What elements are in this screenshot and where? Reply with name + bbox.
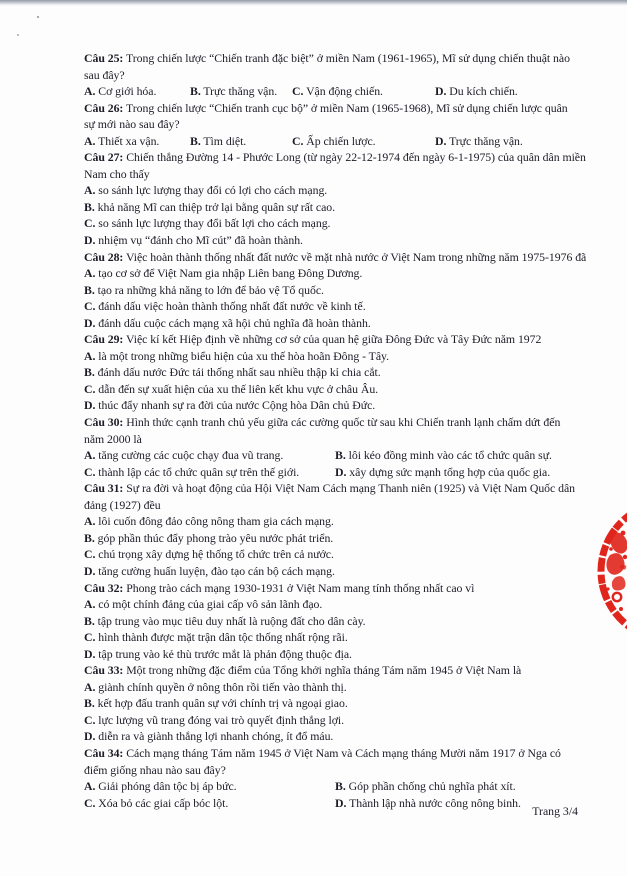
question-block — [84, 249, 587, 332]
option-letter: C. — [84, 547, 96, 562]
option-text: lực lượng vũ trang đóng vai trò quyết định thắng lợi. — [98, 712, 345, 727]
question-stem-continuation: sự mới nào sau đây? — [84, 117, 180, 132]
options-row — [84, 83, 578, 100]
option-text: hình thành được mặt trận dân tộc thống nhất rộng rãi. — [98, 630, 348, 645]
option-text: lôi kéo đồng minh vào các tổ chức quân sự. — [348, 448, 552, 463]
option-a — [84, 265, 578, 282]
option-d — [435, 133, 578, 150]
options-row — [84, 133, 578, 150]
question-block — [84, 149, 586, 248]
option-letter: C. — [84, 216, 96, 231]
options-row — [84, 695, 578, 712]
question-text: Hình thức cạnh tranh chủ yếu giữa các cường quốc từ sau khi Chiến tranh lạnh chấm dứt đến — [126, 415, 561, 430]
options-row — [84, 513, 578, 530]
option-letter: C. — [84, 464, 96, 479]
options-row — [84, 182, 578, 199]
options-row — [84, 712, 578, 729]
question-block — [84, 100, 578, 150]
option-a — [84, 133, 190, 150]
option-text: Thành lập nhà nước công nông binh. — [349, 795, 521, 810]
question-stem — [84, 414, 578, 431]
option-text: so sánh lực lượng thay đổi bất lợi cho cách mạng. — [98, 216, 331, 231]
question-number: Câu 25: — [84, 51, 124, 65]
option-b — [84, 695, 578, 712]
option-b — [84, 282, 578, 299]
option-c — [84, 215, 578, 232]
question-text: Một trong những đặc điểm của Tổng khởi nghĩa tháng Tám năm 1945 ở Việt Nam là — [126, 663, 522, 678]
option-letter: C. — [84, 630, 96, 645]
question-stem — [84, 100, 578, 117]
option-text: Trực thăng vận. — [449, 133, 523, 148]
options-row — [84, 679, 578, 696]
option-text: Góp phần chống chủ nghĩa phát xít. — [348, 779, 516, 794]
question-stem — [84, 249, 587, 266]
question-stem-continuation: sau đây? — [84, 67, 125, 82]
scan-speck — [37, 16, 39, 18]
option-a — [84, 679, 578, 696]
option-text: Du kích chiến. — [449, 84, 518, 99]
question-text: Việc hoàn thành thống nhất đất nước về mặt nhà nước ở Việt Nam trong những năm 1975-1976 đã — [126, 249, 587, 264]
option-c — [84, 298, 578, 315]
options-row — [84, 464, 578, 481]
option-c — [292, 83, 435, 100]
question-text: Cách mạng tháng Tám năm 1945 ở Việt Nam và Cách mạng tháng Mười năm 1917 ở Nga có — [126, 745, 561, 760]
option-letter: D. — [84, 398, 96, 413]
options-row — [84, 298, 578, 315]
option-text: có một chính đảng của giai cấp vô sản lãnh đạo. — [98, 597, 323, 612]
option-letter: C. — [84, 712, 96, 727]
options-row — [84, 315, 578, 332]
option-text: tăng cường các cuộc chạy đua vũ trang. — [98, 448, 284, 463]
options-row — [84, 546, 578, 563]
option-b — [335, 778, 578, 795]
option-c — [84, 464, 335, 481]
question-block — [84, 480, 578, 579]
option-text: thúc đẩy nhanh sự ra đời của nước Cộng hòa Dân chủ Đức. — [98, 398, 376, 413]
option-letter: B. — [84, 613, 95, 628]
option-text: đánh dấu cuộc cách mạng xã hội chủ nghĩa đã hoàn thành. — [98, 315, 371, 330]
option-letter: B. — [335, 779, 346, 794]
options-row — [84, 215, 578, 232]
option-d — [435, 83, 578, 100]
option-letter: C. — [84, 381, 96, 396]
option-text: dẫn đến sự xuất hiện của xu thế liên kết khu vực ở châu Âu. — [98, 381, 379, 396]
option-text: Vận động chiến. — [306, 84, 383, 99]
question-number: Câu 28: — [84, 249, 124, 264]
question-block — [84, 50, 578, 100]
options-row — [84, 282, 578, 299]
option-letter: B. — [335, 448, 346, 463]
option-letter: D. — [84, 646, 96, 661]
option-c — [84, 381, 578, 398]
question-text: Chiến thắng Đường 14 - Phước Long (từ ngày 22-12-1974 đến ngày 6-1-1975) của quân dân miền — [126, 150, 586, 165]
question-text: Việc kí kết Hiệp định về những cơ sở của quan hệ giữa Đông Đức và Tây Đức năm 1972 — [126, 332, 542, 347]
question-number: Câu 33: — [84, 663, 124, 678]
question-stem-continuation: năm 2000 là — [84, 431, 142, 446]
question-stem — [84, 662, 578, 679]
option-letter: D. — [84, 563, 96, 578]
option-letter: A. — [84, 597, 96, 612]
option-text: Giải phóng dân tộc bị áp bức. — [98, 779, 237, 794]
question-stem — [84, 745, 578, 762]
page-number: Trang 3/4 — [532, 804, 578, 818]
option-letter: A. — [84, 84, 96, 99]
option-b — [335, 447, 578, 464]
option-d — [84, 728, 578, 745]
question-number: Câu 27: — [84, 150, 124, 165]
options-row — [84, 232, 578, 249]
option-letter: A. — [84, 779, 96, 794]
option-letter: C. — [84, 795, 96, 810]
options-row — [84, 364, 578, 381]
option-b — [190, 133, 292, 150]
options-row — [84, 348, 578, 365]
option-b — [84, 364, 578, 381]
options-row — [84, 629, 578, 646]
options-row — [84, 530, 578, 547]
option-c — [292, 133, 435, 150]
option-letter: A. — [84, 266, 96, 281]
option-letter: A. — [84, 183, 96, 198]
option-letter: C. — [292, 133, 304, 148]
option-letter: B. — [84, 530, 95, 545]
option-letter: A. — [84, 133, 96, 148]
option-a — [84, 182, 578, 199]
option-text: thành lập các tổ chức quân sự trên thế giới. — [98, 464, 300, 479]
option-text: Ấp chiến lược. — [306, 133, 376, 148]
option-text: lôi cuốn đông đảo công nông tham gia cách mạng. — [98, 514, 334, 529]
question-stem-continuation: đảng (1927) đều — [84, 497, 161, 512]
question-text: Trong chiến lược “Chiến tranh đặc biệt” ở miền Nam (1961-1965), Mĩ sử dụng chiến thuật nào — [126, 51, 570, 65]
option-text: giành chính quyền ở nông thôn rồi tiến vào thành thị. — [98, 679, 347, 694]
option-text: khả năng Mĩ can thiệp trở lại bằng quân sự rất cao. — [97, 199, 336, 214]
option-letter: D. — [335, 795, 347, 810]
option-text: Thiết xa vận. — [98, 133, 160, 148]
option-letter: D. — [335, 464, 347, 479]
question-block — [84, 745, 578, 811]
option-text: Cơ giới hóa. — [98, 84, 157, 99]
option-letter: D. — [435, 84, 447, 99]
options-row — [84, 778, 578, 795]
option-d — [335, 464, 578, 481]
option-b — [190, 83, 292, 100]
option-text: xây dựng sức mạnh tổng hợp của quốc gia. — [349, 464, 551, 479]
option-letter: B. — [84, 282, 95, 297]
options-row — [84, 199, 578, 216]
option-letter: B. — [84, 199, 95, 214]
question-text: Phong trào cách mạng 1930-1931 ở Việt Nam mang tính thống nhất cao vì — [126, 580, 475, 595]
option-text: tạo cơ sở để Việt Nam gia nhập Liên bang Đông Dương. — [98, 266, 363, 281]
question-stem — [84, 580, 578, 597]
options-row — [84, 596, 578, 613]
option-d — [84, 315, 578, 332]
option-text: đánh dấu nước Đức tái thống nhất sau nhiều thập kỉ chia cắt. — [97, 365, 381, 380]
option-letter: D. — [84, 315, 96, 330]
option-text: tạo ra những khả năng to lớn để bảo vệ Tổ quốc. — [97, 282, 324, 297]
option-text: so sánh lực lượng thay đổi có lợi cho cách mạng. — [98, 183, 328, 198]
option-letter: D. — [435, 133, 447, 148]
scan-speck — [17, 34, 19, 36]
question-stem-continuation: Nam cho thấy — [84, 166, 150, 181]
option-a — [84, 83, 190, 100]
option-letter: B. — [190, 133, 201, 148]
option-text: Xóa bỏ các giai cấp bóc lột. — [98, 795, 229, 810]
option-letter: A. — [84, 348, 96, 363]
options-row — [84, 447, 578, 464]
option-text: tăng cường huấn luyện, đào tạo cán bộ cách mạng. — [98, 563, 335, 578]
option-text: nhiệm vụ “đánh cho Mĩ cút” đã hoàn thành. — [98, 233, 303, 248]
option-c — [84, 629, 578, 646]
option-text: chú trọng xây dựng hệ thống tổ chức trên cả nước. — [98, 547, 334, 562]
option-b — [84, 613, 578, 630]
question-stem-continuation: điểm giống nhau nào sau đây? — [84, 762, 226, 777]
question-stem — [84, 331, 578, 348]
option-text: diễn ra và giành thắng lợi nhanh chóng, ít đổ máu. — [98, 729, 334, 744]
question-block — [84, 414, 578, 480]
question-number: Câu 32: — [84, 580, 124, 595]
option-letter: C. — [84, 299, 96, 314]
option-a — [84, 447, 335, 464]
option-c — [84, 712, 578, 729]
question-number: Câu 29: — [84, 332, 124, 347]
option-text: tập trung vào kẻ thù trước mắt là phản động thuộc địa. — [98, 646, 352, 661]
question-stem — [84, 50, 578, 67]
option-letter: B. — [84, 365, 95, 380]
question-block — [84, 331, 578, 414]
option-a — [84, 596, 578, 613]
option-b — [84, 530, 578, 547]
option-a — [84, 348, 578, 365]
option-letter: D. — [84, 729, 96, 744]
option-d — [84, 232, 578, 249]
option-a — [84, 778, 335, 795]
questions — [84, 50, 587, 811]
option-b — [84, 199, 578, 216]
options-row — [84, 613, 578, 630]
option-d — [84, 397, 578, 414]
options-row — [84, 265, 578, 282]
option-text: kết hợp đấu tranh quân sự với chính trị và ngoại giao. — [97, 696, 348, 711]
option-text: tập trung vào mục tiêu duy nhất là ruộng đất cho dân cày. — [97, 613, 366, 628]
question-number: Câu 34: — [84, 745, 124, 760]
question-block — [84, 662, 578, 745]
option-text: Tìm diệt. — [203, 133, 247, 148]
option-letter: A. — [84, 679, 96, 694]
option-letter: A. — [84, 448, 96, 463]
option-a — [84, 513, 578, 530]
options-row — [84, 397, 578, 414]
option-text: Trực thăng vận. — [203, 84, 278, 99]
option-d — [84, 563, 578, 580]
options-row — [84, 728, 578, 745]
options-row — [84, 563, 578, 580]
question-number: Câu 31: — [84, 481, 124, 496]
options-row — [84, 646, 578, 663]
question-text: Trong chiến lược “Chiến tranh cục bộ” ở miền Nam (1965-1968), Mĩ sử dụng chiến lược quân — [126, 100, 568, 115]
red-seal-stamp-icon — [590, 497, 627, 649]
question-number: Câu 26: — [84, 100, 124, 115]
question-stem — [84, 480, 578, 497]
option-letter: A. — [84, 514, 96, 529]
options-row — [84, 381, 578, 398]
question-stem — [84, 149, 586, 166]
scan-edge-artifact — [0, 0, 627, 6]
question-number: Câu 30: — [84, 415, 124, 430]
question-block — [84, 580, 578, 663]
option-letter: B. — [84, 696, 95, 711]
option-text: đánh dấu việc hoàn thành thống nhất đất nước về kinh tế. — [98, 299, 366, 314]
option-text: góp phần thúc đẩy phong trào yêu nước phát triển. — [97, 530, 334, 545]
option-letter: B. — [190, 84, 201, 99]
option-c — [84, 546, 578, 563]
question-text: Sự ra đời và hoạt động của Hội Việt Nam Cách mạng Thanh niên (1925) và Việt Nam Quốc dân — [126, 481, 575, 496]
option-text: là một trong những biểu hiện của xu thế hòa hoãn Đông - Tây. — [98, 348, 389, 363]
option-letter: C. — [292, 84, 304, 99]
option-letter: D. — [84, 233, 96, 248]
option-d — [84, 646, 578, 663]
